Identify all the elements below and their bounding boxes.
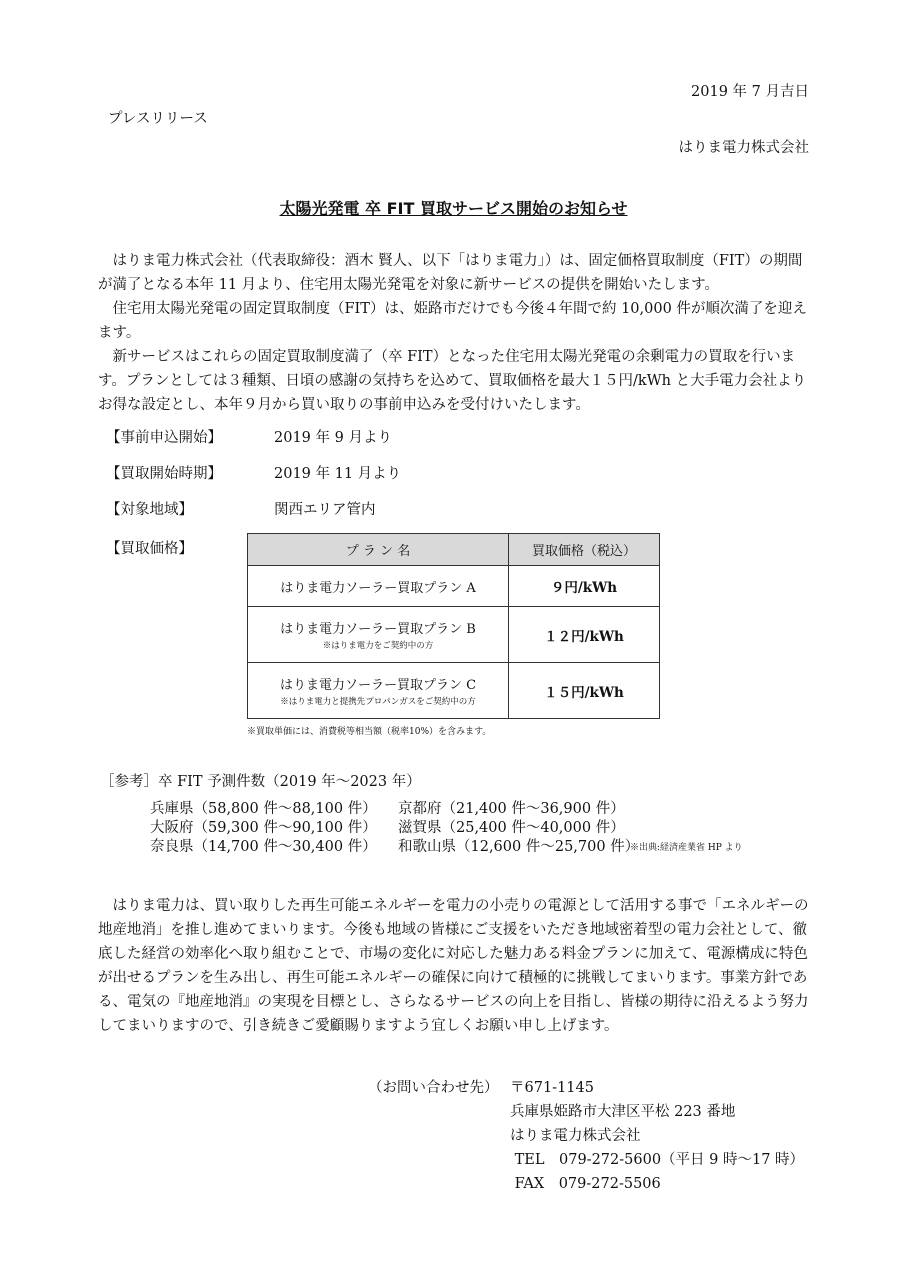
spec-value: 関西エリア管内 bbox=[274, 502, 376, 518]
document-title: 太陽光発電 卒 FIT 買取サービス開始のお知らせ bbox=[279, 199, 628, 218]
list-item: 兵庫県（58,800 件～88,100 件） bbox=[150, 801, 377, 817]
list-item: 奈良県（14,700 件～30,400 件） bbox=[150, 839, 377, 855]
plan-cell bbox=[248, 566, 509, 607]
table-header-plan: プ ラ ン 名 bbox=[248, 534, 509, 566]
plan-cell bbox=[248, 663, 509, 719]
contact-company: はりま電力株式会社 bbox=[510, 1128, 641, 1144]
source-note: ※出典:経済産業省 HP より bbox=[630, 843, 743, 853]
plan-note: ※はりま電力をご契約中の方 bbox=[322, 641, 434, 651]
intro-paragraph-3: 新サービスはこれらの固定買取制度満了（卒 FIT）となった住宅用太陽光発電の余剰電力の買取を行います。プランとしては３種類、日頃の感謝の気持ちを込めて、買取価格を最大１５円/kWh と大手電力会社よりお得な設定とし、本年９月から買い取りの事前申込みを受付けいたします。 bbox=[98, 349, 807, 413]
spec-value: 2019 年 9 月より bbox=[274, 430, 392, 446]
price-cell: １２円/kWh bbox=[509, 607, 660, 663]
table-row bbox=[248, 566, 660, 607]
closing-paragraph: はりま電力は、買い取りした再生可能エネルギーを電力の小売りの電源として活用する事で「エネルギーの地産地消」を推し進めてまいります。今後も地域の皆様にご支援をいただき地域密着型の電力会社として、徹底した経営の効率化へ取り組むことで、市場の変化に対応した魅力ある料金プランに加えて、電源構成に特色が出せるプランを生み出し、再生可能エネルギーの確保に向けて積極的に挑戦してまいります。事業方針である、電気の『地産地消』の実現を目標とし、さらなるサービスの向上を目指し、皆様の期待に沿えるよう努力してまいりますので、引き続きご愛顧賜りますよう宜しくお願い申し上げます。 bbox=[98, 898, 809, 1034]
tax-note: ※買取単価には、消費税等相当額（税率10%）を含みます。 bbox=[247, 727, 492, 737]
plan-note: ※はりま電力と提携先プロパンガスをご契約中の方 bbox=[280, 697, 476, 707]
intro-paragraph-1: はりま電力株式会社（代表取締役：酒木 賢人、以下「はりま電力」）は、固定価格買取制度（FIT）の期間が満了となる本年 11 月より、住宅用太陽光発電を対象に新サービスの提供を開始いたします。 bbox=[98, 253, 803, 293]
address: 兵庫県姫路市大津区平松 223 番地 bbox=[510, 1104, 736, 1120]
release-date: 2019 年 7 月吉日 bbox=[691, 84, 809, 100]
table-row bbox=[248, 663, 660, 719]
price-cell: １５円/kWh bbox=[509, 663, 660, 719]
table-header-row bbox=[248, 534, 660, 566]
plan-cell bbox=[248, 607, 509, 663]
spec-label: 【対象地域】 bbox=[106, 502, 193, 518]
list-item: 京都府（21,400 件～36,900 件） bbox=[398, 801, 625, 817]
table-header-price: 買取価格（税込） bbox=[509, 534, 660, 566]
list-item: 大阪府（59,300 件～90,100 件） bbox=[150, 820, 377, 836]
purchase-price-table bbox=[247, 533, 660, 719]
tel: TEL 079-272-5600（平日 9 時～17 時） bbox=[514, 1152, 805, 1168]
list-item: 和歌山県（12,600 件～25,700 件） bbox=[398, 839, 640, 855]
plan-name: はりま電力ソーラー買取プラン B bbox=[280, 622, 476, 637]
price-cell: ９円/kWh bbox=[509, 566, 660, 607]
intro-paragraph-2: 住宅用太陽光発電の固定買取制度（FIT）は、姫路市だけでも今後４年間で約 10,000 件が順次満了を迎えます。 bbox=[98, 301, 807, 341]
reference-title: ［参考］卒 FIT 予測件数（2019 年～2023 年） bbox=[100, 774, 421, 790]
press-release-label: プレスリリース bbox=[108, 111, 208, 127]
intro-section bbox=[98, 249, 810, 417]
postal-code: 〒671-1145 bbox=[510, 1080, 594, 1096]
closing-section bbox=[98, 894, 810, 1038]
plan-name: はりま電力ソーラー買取プラン C bbox=[279, 678, 477, 693]
list-item: 滋賀県（25,400 件～40,000 件） bbox=[398, 820, 625, 836]
plan-name: はりま電力ソーラー買取プラン A bbox=[280, 580, 476, 596]
spec-label: 【買取開始時期】 bbox=[106, 466, 222, 482]
contact-label: （お問い合わせ先） bbox=[368, 1080, 499, 1096]
issuer-company: はりま電力株式会社 bbox=[678, 140, 809, 156]
spec-value: 2019 年 11 月より bbox=[274, 466, 402, 482]
spec-label: 【事前申込開始】 bbox=[106, 430, 222, 446]
contact-block bbox=[510, 1076, 804, 1196]
fax: FAX 079-272-5506 bbox=[514, 1176, 661, 1192]
table-row bbox=[248, 607, 660, 663]
